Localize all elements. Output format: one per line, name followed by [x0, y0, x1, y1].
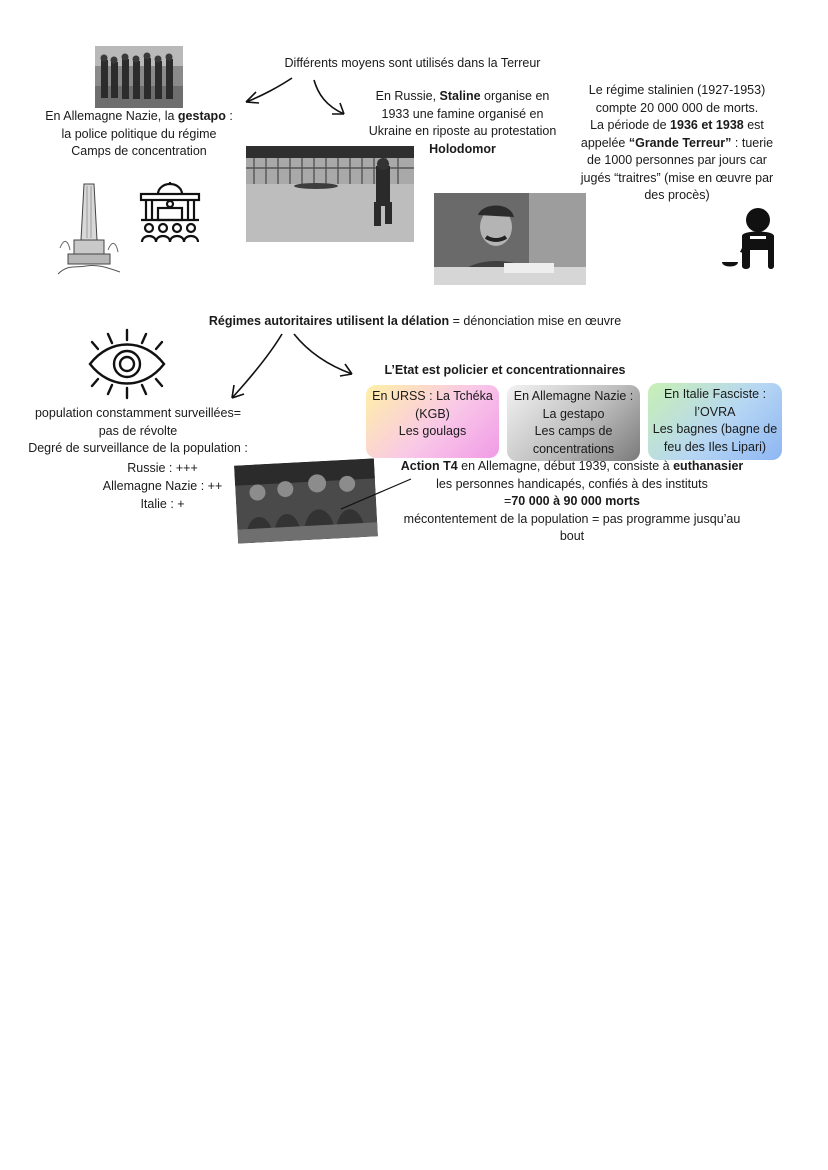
germany-gestapo-text: En Allemagne Nazie, la gestapo : la police politique du régime Camps de concentration: [45, 109, 233, 158]
box-line: En Allemagne Nazie :: [513, 389, 634, 403]
box-line: concentrations: [532, 441, 615, 456]
tribunal-icon: [138, 180, 202, 244]
box-line: La gestapo: [542, 406, 605, 421]
list-item: • Italie : +: [40, 495, 285, 513]
box-line: (KGB): [415, 406, 450, 421]
monument-drawing: [56, 178, 122, 276]
surveillance-text: population constamment surveillées= pas de révolte Degré de surveillance de la population :: [28, 406, 248, 455]
arrow-to-surveillance: [224, 330, 289, 405]
arrow-to-police-state: [290, 330, 360, 380]
box-line: En URSS : La Tchéka: [372, 389, 493, 403]
box-line: Les bagnes (bagne de: [652, 422, 778, 436]
box-line: feu des Iles Lipari): [663, 439, 767, 454]
terror-means-header: Différents moyens sont utilisés dans la Terreur: [284, 56, 541, 70]
box-line: Les camps de: [534, 424, 613, 438]
list-item: • Allemagne Nazie : ++: [40, 477, 285, 495]
arrow-to-russia: [308, 76, 353, 121]
holodomor-street-photo: [246, 146, 414, 242]
delation-header: Régimes autoritaires utilisent la délation = dénonciation mise en œuvre: [208, 314, 622, 328]
urss-box: [366, 385, 499, 458]
beggar-icon: [720, 206, 780, 274]
list-item: • Russie : +++: [40, 459, 285, 477]
stalin-regime-text: Le régime stalinien (1927-1953) compte 20 000 000 de morts. La période de 1936 et 1938 est appelée “Grande Terreur” : tuerie de 1000 personnes par jours car jugés “traitres” (mise en œuvre par des procès): [580, 83, 774, 202]
police-state-title: L’Etat est policier et concentrationnaires: [384, 363, 626, 377]
italy-box: [648, 383, 782, 460]
box-line: l’OVRA: [694, 404, 736, 419]
action-t4-text: Action T4 en Allemagne, début 1939, consiste à euthanasier les personnes handicapés, confiés à des instituts =70 000 à 90 000 morts mécontentement de la population = pas programme jusqu’au bout: [400, 459, 744, 543]
germany-box: [507, 385, 640, 461]
box-line: Les goulags: [398, 424, 467, 438]
gestapo-soldiers-photo: [95, 46, 183, 108]
eye-icon: [82, 328, 172, 400]
arrow-to-germany: [240, 72, 300, 112]
box-line: En Italie Fasciste :: [663, 387, 767, 401]
stalin-photo: [434, 193, 586, 285]
russia-holodomor-text: En Russie, Staline organise en 1933 une famine organisé en Ukraine en riposte au protestation Holodomor: [368, 89, 557, 156]
